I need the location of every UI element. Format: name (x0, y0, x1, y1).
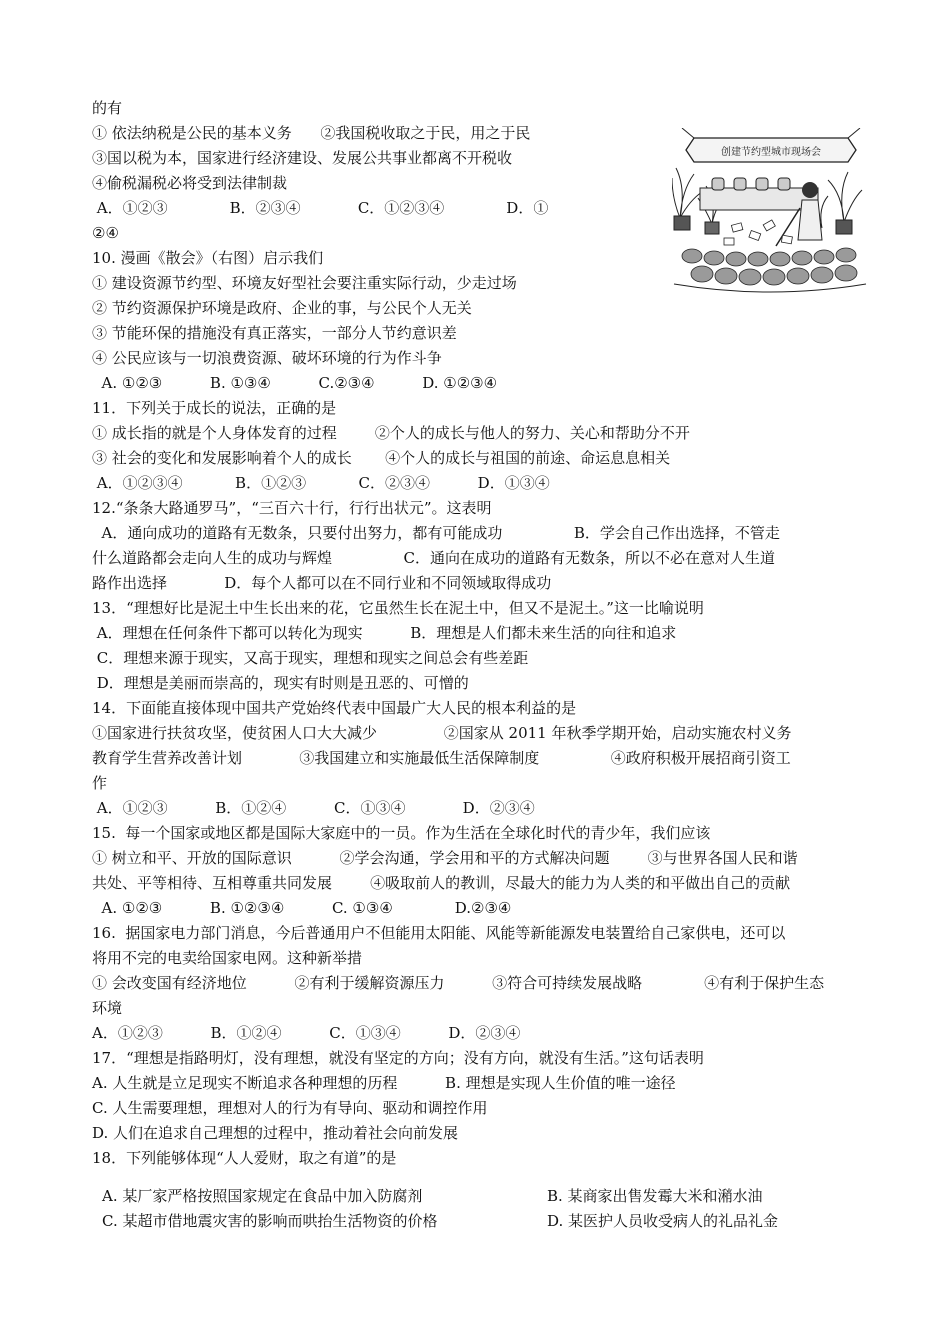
text-line: D. 人们在追求自己理想的过程中，推动着社会向前发展 (92, 1124, 459, 1142)
text-line: A．理想在任何条件下都可以转化为现实 B．理想是人们都未来生活的向往和追求 (92, 624, 677, 642)
question-16: 16. 据国家电力部门消息，今后普通用户不但能用太阳能、风能等新能源发电装置给自己家供电，还可以 (92, 924, 786, 942)
text-line: 教育学生营养改善计划 ③我国建立和实施最低生活保障制度 ④政府积极开展招商引资工 (92, 749, 791, 767)
text-line: ① 树立和平、开放的国际意识 ②学会沟通，学会用和平的方式解决问题 ③与世界各国人民和谐 (92, 849, 798, 867)
text-line: A. 人生就是立足现实不断追求各种理想的历程 B. 理想是实现人生价值的唯一途径 (92, 1074, 676, 1092)
answer-options: A. ①②③ B. ①②③④ C. ①③④ D.②③④ (92, 899, 512, 917)
text-line: C．理想来源于现实，又高于现实，理想和现实之间总会有些差距 (92, 649, 529, 667)
question-12: 12.“条条大路通罗马”，“三百六十行，行行出状元”。这表明 (92, 499, 492, 517)
answer-options: A．①②③④ B．①②③ C．②③④ D．①③④ (92, 474, 550, 492)
text-line: 什么道路都会走向人生的成功与辉煌 C．通向在成功的道路有无数条，所以不必在意对人生道 (92, 549, 776, 567)
text-line: A．通向成功的道路有无数条，只要付出努力，都有可能成功 B．学会自己作出选择，不管走 (92, 524, 780, 542)
cartoon-illustration (672, 128, 868, 296)
cartoon-meeting-image (672, 128, 868, 296)
text-line: ② 节约资源保护环境是政府、企业的事，与公民个人无关 (92, 299, 472, 317)
answer-options: A．①②③ B．②③④ C．①②③④ D．① (92, 199, 549, 217)
q18-option-a: A. 某厂家严格按照国家规定在食品中加入防腐剂 (102, 1187, 423, 1205)
text-line: ① 依法纳税是公民的基本义务 ②我国税收取之于民，用之于民 (92, 124, 531, 142)
text-line: 路作出选择 D．每个人都可以在不同行业和不同领域取得成功 (92, 574, 552, 592)
text-line: ①国家进行扶贫攻坚，使贫困人口大大减少 ②国家从 2011 年秋季学期开始，启动实施农村义务 (92, 724, 792, 742)
text-line: ③ 节能环保的措施没有真正落实，一部分人节约意识差 (92, 324, 457, 342)
question-13: 13．“理想好比是泥土中生长出来的花，它虽然生长在泥土中，但又不是泥土。”这一比喻说明 (92, 599, 704, 617)
q18-option-d: D. 某医护人员收受病人的礼品礼金 (547, 1212, 779, 1230)
question-18: 18．下列能够体现“人人爱财，取之有道”的是 (92, 1149, 397, 1167)
text-line: D．理想是美丽而崇高的，现实有时则是丑恶的、可憎的 (92, 674, 469, 692)
text-line: 将用不完的电卖给国家电网。这种新举措 (92, 949, 363, 967)
text-line: C. 人生需要理想，理想对人的行为有导向、驱动和调控作用 (92, 1099, 488, 1117)
question-10: 10. 漫画《散会》（右图）启示我们 (92, 249, 324, 267)
text-line: ① 会改变国有经济地位 ②有利于缓解资源压力 ③符合可持续发展战略 ④有利于保护生态 (92, 974, 825, 992)
text-line: ③国以税为本，国家进行经济建设、发展公共事业都离不开税收 (92, 149, 513, 167)
question-17: 17．“理想是指路明灯，没有理想，就没有坚定的方向；没有方向，就没有生活。”这句话表明 (92, 1049, 704, 1067)
text-line: ① 建设资源节约型、环境友好型社会要注重实际行动，少走过场 (92, 274, 517, 292)
text-line: ③ 社会的变化和发展影响着个人的成长 ④个人的成长与祖国的前途、命运息息相关 (92, 449, 671, 467)
text-line: ① 成长指的就是个人身体发育的过程 ②个人的成长与他人的努力、关心和帮助分不开 (92, 424, 690, 442)
answer-options: A. ①②③ B. ①③④ C.②③④ D. ①②③④ (92, 374, 498, 392)
question-15: 15. 每一个国家或地区都是国际大家庭中的一员。作为生活在全球化时代的青少年，我们应该 (92, 824, 711, 842)
text-line: ④偷税漏税必将受到法律制裁 (92, 174, 288, 192)
text-line: ④ 公民应该与一切浪费资源、破坏环境的行为作斗争 (92, 349, 442, 367)
cartoon-banner-text: 创建节约型城市现场会 (721, 147, 821, 158)
question-11: 11．下列关于成长的说法，正确的是 (92, 399, 337, 417)
text-line: 的有 (92, 99, 123, 117)
q18-option-b: B. 某商家出售发霉大米和潲水油 (547, 1187, 763, 1205)
text-line: 共处、平等相待、互相尊重共同发展 ④吸取前人的教训，尽最大的能力为人类的和平做出自己的贡献 (92, 874, 791, 892)
text-line: 环境 (92, 999, 123, 1017)
question-14: 14．下面能直接体现中国共产党始终代表中国最广大人民的根本利益的是 (92, 699, 577, 717)
q18-option-c: C. 某超市借地震灾害的影响而哄抬生活物资的价格 (102, 1212, 438, 1230)
text-line: ②④ (92, 224, 119, 242)
answer-options: A．①②③ B．①②④ C．①③④ D．②③④ (92, 799, 535, 817)
text-line: 作 (92, 774, 108, 792)
answer-options: A．①②③ B．①②④ C．①③④ D．②③④ (92, 1024, 521, 1042)
